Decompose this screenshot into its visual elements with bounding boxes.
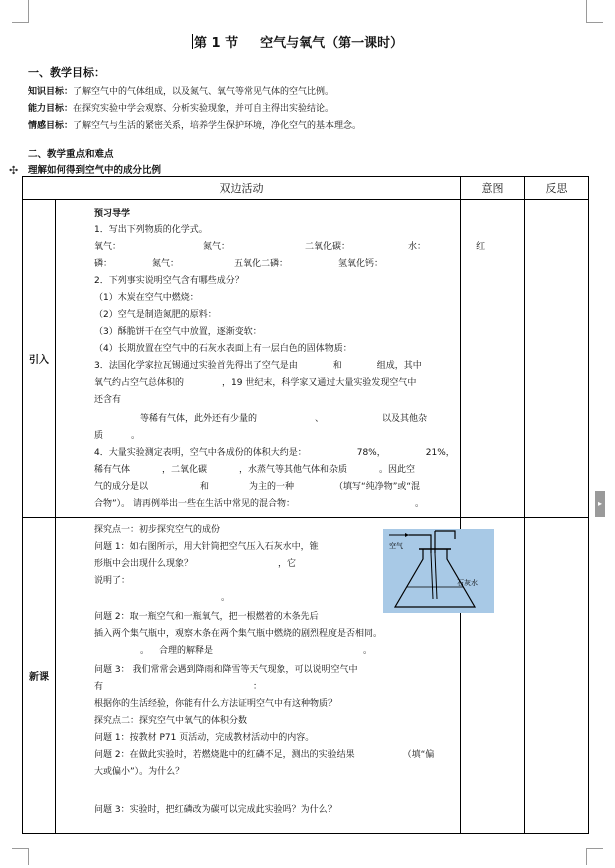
newlesson-line: 问题 2：在做此实验时，若燃烧匙中的红磷不足，测出的实验结果 （填“偏 — [94, 750, 435, 760]
header-intent: 意图 — [461, 177, 525, 200]
intro-line: 还含有 — [94, 395, 122, 405]
intro-line: 氧气： 氮气： 二氧化碳： 水： 红 — [94, 242, 486, 252]
newlesson-content[interactable] — [56, 518, 478, 834]
row-label-intro: 引入 — [23, 200, 56, 518]
newlesson-line: 。 合理的解释是 。 — [140, 646, 373, 656]
section-number: 第 1 节 — [194, 36, 239, 51]
emotion-objective: 情感目标：了解空气与生活的紧密关系，培养学生保护环境，净化空气的基本理念。 — [28, 121, 362, 131]
intro-line: 3．法国化学家拉瓦锡通过实验首先得出了空气是由 和 组成，其中 — [94, 361, 422, 371]
newlesson-line: 问题 3： 我们常常会遇到降雨和降雪等天气现象，可以说明空气中 — [94, 665, 358, 675]
newlesson-line: 形瓶中会出现什么现象？ ，它 — [94, 559, 297, 569]
newlesson-line: 说明了： — [94, 576, 131, 586]
intro-line: （2）空气是制造氮肥的原料： — [94, 310, 217, 320]
crop-mark-top-right — [586, 0, 603, 23]
intro-reflection-cell[interactable] — [525, 200, 589, 518]
intro-line: 等稀有气体，此外还有少量的 、 以及其他杂 — [140, 414, 428, 424]
expand-panel-icon[interactable]: ▸ — [595, 491, 605, 517]
crop-mark-top-left — [12, 0, 29, 23]
intro-line: 1．写出下列物质的化学式。 — [94, 225, 208, 235]
table-move-handle-icon[interactable]: ✣ — [9, 164, 19, 177]
newlesson-line: 插入两个集气瓶中，观察木条在两个集气瓶中燃烧的剧烈程度是否相同。 — [94, 629, 383, 639]
intro-line: 质 。 — [94, 431, 141, 441]
header-reflection: 反思 — [525, 177, 589, 200]
newlesson-line: 问题 3：实验时，把红磷改为碳可以完成此实验吗？为什么？ — [94, 805, 337, 815]
table-row-newlesson — [23, 518, 589, 834]
crop-mark-bottom-left — [12, 848, 29, 865]
keypoints-heading: 二、教学重点和难点 — [28, 149, 114, 160]
newlesson-line: 大或偏小”）。为什么？ — [94, 767, 185, 777]
intro-line: 磷： 氮气： 五氧化二磷： 氢氧化钙： — [94, 259, 384, 269]
header-activities: 双边活动 — [23, 177, 461, 200]
intro-line: （1）木炭在空气中燃烧： — [94, 293, 199, 303]
newlesson-reflection-cell[interactable] — [525, 518, 589, 834]
newlesson-line: 问题 2：取一瓶空气和一瓶氧气，把一根燃着的木条先后 — [94, 612, 319, 622]
ability-objective: 能力目标：在探究实验中学会观察、分析实验现象，并可自主得出实验结论。 — [28, 104, 335, 114]
text-cursor — [192, 34, 193, 49]
intro-line: 2．下列事实说明空气含有哪些成分？ — [94, 276, 244, 286]
intro-line: 氧气约占空气总体积的 ，19 世纪末，科学家又通过大量实验发现空气中 — [94, 378, 417, 388]
intro-line: 合物”）。 请再例举出一些在生活中常见的混合物： 。 — [94, 499, 425, 509]
newlesson-line: 问题 1：如右图所示，用大针筒把空气压入石灰水中，锥 — [94, 542, 319, 552]
preview-heading: 预习导学 — [94, 209, 131, 219]
newlesson-line: 问题 1：按教材 P71 页活动，完成教材活动中的内容。 — [94, 733, 315, 743]
lesson-table — [22, 176, 589, 834]
intro-line: 稀有气体 ，二氧化碳 ，水蒸气等其他气体和杂质 。因此空 — [94, 465, 416, 475]
air-label: 空气 — [389, 542, 403, 550]
newlesson-line: 探究点一：初步探究空气的成份 — [94, 525, 221, 535]
intro-line: （3）酥脆饼干在空气中放置，逐渐变软： — [94, 327, 262, 337]
keypoints-subheading: 理解如何得到空气中的成分比例 — [28, 165, 162, 176]
intro-line: （4）长期放置在空气中的石灰水表面上有一层白色的固体物质： — [94, 344, 352, 354]
limewater-experiment-diagram — [383, 529, 494, 613]
knowledge-objective: 知识目标：了解空气中的气体组成，以及氮气、氧气等常见气体的空气比例。 — [28, 87, 335, 97]
intro-line: 4．大量实验测定表明，空气中各成份的体积大约是： 78%， 21%， — [94, 448, 455, 458]
table-row-intro — [23, 200, 589, 518]
newlesson-line: 探究点二：探究空气中氧气的体积分数 — [94, 716, 248, 726]
lesson-name: 空气与氧气（第一课时） — [260, 36, 404, 51]
newlesson-line: 。 — [221, 593, 231, 603]
table-header-row — [23, 177, 589, 200]
newlesson-line: 有 ： — [94, 682, 263, 692]
crop-mark-bottom-right — [586, 848, 603, 865]
intro-content[interactable] — [56, 200, 486, 518]
intro-line: 气的成分是以 和 为主的一种 （填写“纯净物”或“混 — [94, 482, 421, 492]
limewater-label: 石灰水 — [457, 579, 478, 587]
newlesson-line: 根据你的生活经验，你能有什么方法证明空气中有这种物质？ — [94, 699, 338, 709]
row-label-newlesson: 新课 — [23, 518, 56, 834]
page-title[interactable] — [192, 32, 403, 51]
objectives-heading: 一、教学目标： — [28, 66, 105, 79]
